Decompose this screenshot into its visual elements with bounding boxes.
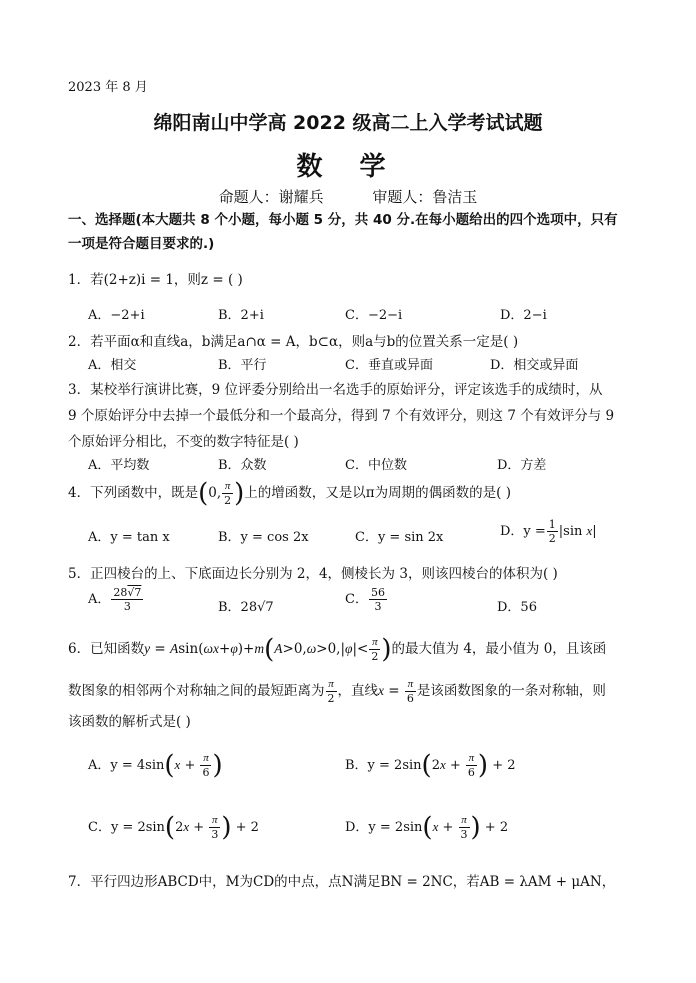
q4-option-a: A．y = tan x (88, 530, 170, 545)
exam-title: 绵阳南山中学高 2022 级高二上入学考试试题 (153, 112, 543, 134)
question-3-line-2: 9 个原始评分中去掉一个最低分和一个最高分，得到 7 个有效评分，则这 7 个有效评分与 9 (68, 408, 615, 424)
question-3-line-1: 3．某校举行演讲比赛，9 位评委分别给出一名选手的原始评分，评定该选手的成绩时，从 (68, 382, 603, 398)
question-7-stem: 7．平行四边形ABCD中，M为CD的中点，点N满足BN = 2NC，若AB = λAM + μAN， (68, 874, 616, 890)
author: 命题人：谢耀兵 (218, 188, 324, 206)
q2-option-b: B．平行 (218, 358, 267, 373)
subject-title: 数 学 (296, 152, 400, 182)
q3-option-a: A．平均数 (88, 458, 150, 473)
q1-option-b: B．2+i (218, 308, 264, 323)
question-2-stem: 2．若平面α和直线a，b满足a∩α = A，b⊂α，则a与b的位置关系一定是( ) (68, 334, 519, 350)
q2-option-c: C．垂直或异面 (345, 358, 433, 373)
exam-date: 2023 年 8 月 (68, 80, 148, 95)
question-6-line-2: 数图象的相邻两个对称轴之间的最短距离为 $\frac{\pi}{2}$ ，直线x = $\frac{\pi}{6}$ 是该函数图象的一条对称轴，则 (68, 678, 606, 705)
q4-option-b: B．y = cos 2x (218, 530, 309, 545)
q5-option-c: C． $\frac{56}{3}$ (345, 586, 385, 613)
question-6-line-1: 6．已知函数y = Asin(ωx+φ)+m(A>0,ω>0,|φ|< $\frac{\pi}{2}$ )的最大值为 4，最小值为 0，且该函 (68, 634, 607, 665)
q5-option-b: B．28√7 (218, 600, 274, 615)
reviewer: 审题人：鲁洁玉 (372, 188, 478, 206)
q6-option-d: D．y = 2sin(x + $\frac{\pi}{3}$ ) + 2 (345, 812, 509, 843)
q1-option-a: A．−2+i (88, 308, 145, 323)
q5-option-d: D．56 (497, 600, 537, 615)
q2-option-d: D．相交或异面 (490, 358, 579, 373)
q3-option-b: B．众数 (218, 458, 267, 473)
q6-option-c: C．y = 2sin(2x + $\frac{\pi}{3}$ ) + 2 (88, 812, 259, 843)
question-4-stem: 4．下列函数中，既是(0, $\frac{\pi}{2}$ )上的增函数，又是以π为周期的偶函数的是( ) (68, 478, 511, 509)
question-1-stem: 1．若(2+z)i = 1，则z = ( ) (68, 272, 243, 288)
q5-option-a: A． $\frac{28√7}{3}$ (88, 586, 142, 613)
question-3-line-3: 个原始评分相比，不变的数字特征是( ) (68, 434, 299, 450)
q4-option-c: C．y = sin 2x (355, 530, 444, 545)
q4-option-d: D．y = $\frac{1}{2}$ |sin x| (500, 518, 597, 545)
q1-option-d: D．2−i (500, 308, 547, 323)
q3-option-d: D．方差 (497, 458, 547, 473)
author-line (0, 186, 696, 207)
question-5-stem: 5．正四棱台的上、下底面边长分别为 2，4，侧棱长为 3，则该四棱台的体积为( ) (68, 566, 558, 582)
q6-option-b: B．y = 2sin(2x + $\frac{\pi}{6}$ ) + 2 (345, 750, 516, 781)
q6-option-a: A．y = 4sin(x + $\frac{\pi}{6}$ ) (88, 750, 223, 781)
q3-option-c: C．中位数 (345, 458, 407, 473)
q1-option-c: C．−2−i (345, 308, 403, 323)
section-heading: 一、选择题(本大题共 8 个小题，每小题 5 分，共 40 分.在每小题给出的四个选项中，只有一项是符合题目要求的.) (68, 212, 618, 252)
question-6-line-3: 该函数的解析式是( ) (68, 714, 191, 730)
q2-option-a: A．相交 (88, 358, 137, 373)
